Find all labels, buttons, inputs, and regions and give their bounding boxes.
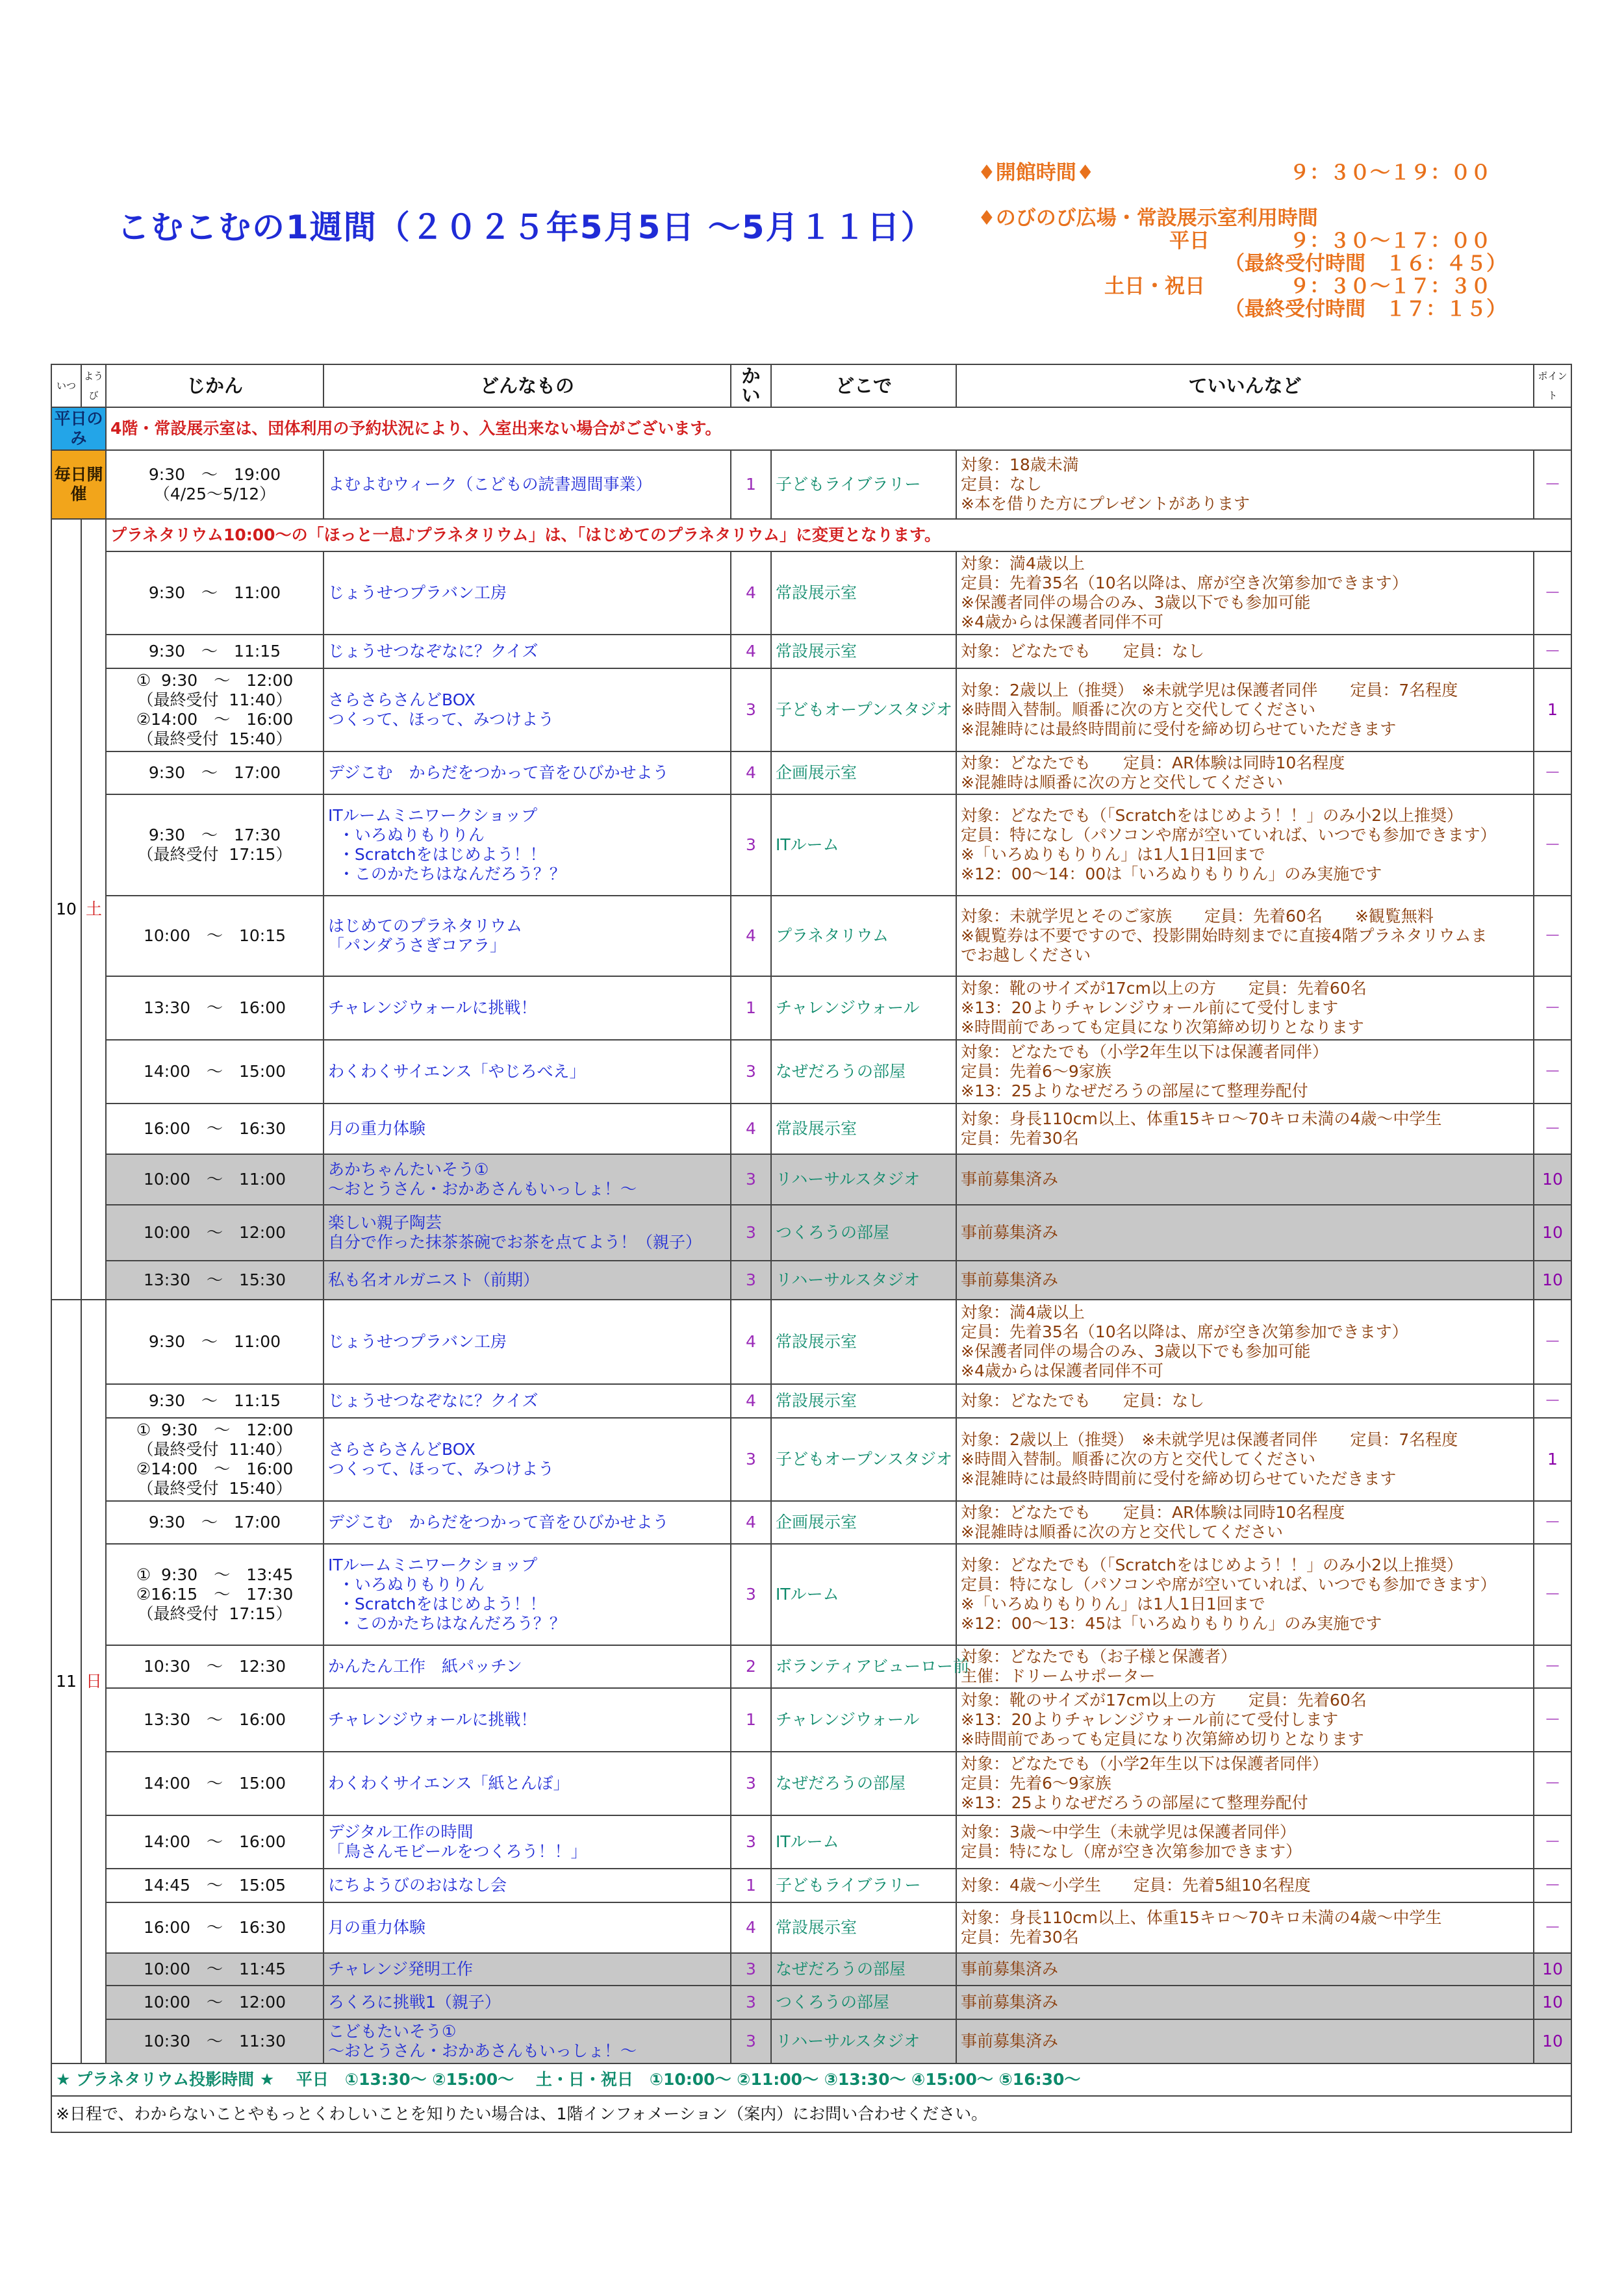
- event-location: ITルーム: [771, 1544, 956, 1645]
- event-title: デジこむ からだをつかって音をひびかせよう: [324, 751, 731, 794]
- event-row: [51, 1544, 1571, 1645]
- event-floor: 4: [731, 751, 771, 794]
- event-point: －: [1534, 551, 1571, 635]
- event-note: 対象：身長110cm以上、体重15キロ～70キロ未満の4歳～中学生 定員：先着30名: [956, 1902, 1534, 1953]
- event-point: 10: [1534, 1154, 1571, 1205]
- event-time: 9:30 ～ 17:30 （最終受付 17:15）: [106, 794, 324, 896]
- event-row: [51, 896, 1571, 976]
- event-note: 対象：どなたでも 定員：なし: [956, 635, 1534, 668]
- event-point: 1: [1534, 668, 1571, 751]
- holiday-hours: ９：３０～１７：３０: [1289, 275, 1491, 298]
- event-row: [51, 1752, 1571, 1815]
- event-row: [51, 635, 1571, 668]
- event-note: 対象：どなたでも（小学2年生以下は保護者同伴） 定員：先着6～9家族 ※13：25よりなぜだろうの部屋にて整理券配付: [956, 1040, 1534, 1104]
- event-row: [51, 1154, 1571, 1205]
- event-title: さらさらさんどBOX つくって、ほって、みつけよう: [324, 1418, 731, 1501]
- event-title: じょうせつなぞなに？クイズ: [324, 1384, 731, 1418]
- event-row: [51, 551, 1571, 635]
- event-note: 対象：どなたでも（「Scratchをはじめよう！！」のみ小2以上推奨） 定員：特になし（パソコンや席が空いていれば、いつでも参加できます） ※「いろぬりもりりん」は1人1日1回まで ※12：00～13：45は「いろぬりもりりん」のみ実施です: [956, 1544, 1534, 1645]
- event-location: 常設展示室: [771, 1902, 956, 1953]
- day-of-week: 日: [81, 1300, 106, 2063]
- event-title: あかちゃんたいそう① ～おとうさん・おかあさんもいっしょ！～: [324, 1154, 731, 1205]
- event-title: チャレンジウォールに挑戦！: [324, 1688, 731, 1752]
- event-point: －: [1534, 1300, 1571, 1384]
- event-floor: 4: [731, 1501, 771, 1544]
- event-floor: 4: [731, 1384, 771, 1418]
- header-donna: どんなもの: [324, 364, 731, 407]
- event-location: 常設展示室: [771, 1300, 956, 1384]
- event-title: ITルームミニワークショップ ・いろぬりもりりん ・Scratchをはじめよう！！ ・このかたちはなんだろう？？: [324, 794, 731, 896]
- event-title: チャレンジウォールに挑戦！: [324, 976, 731, 1040]
- event-time: 16:00 ～ 16:30: [106, 1902, 324, 1953]
- event-point: 10: [1534, 1261, 1571, 1300]
- event-note: 対象：靴のサイズが17cm以上の方 定員：先着60名 ※13：20よりチャレンジウォール前にて受付します ※時間前であっても定員になり次第締め切りとなります: [956, 1688, 1534, 1752]
- event-location: なぜだろうの部屋: [771, 1752, 956, 1815]
- event-location: プラネタリウム: [771, 896, 956, 976]
- event-title: デジタル工作の時間 「鳥さんモビールをつくろう！！」: [324, 1815, 731, 1869]
- event-location: つくろうの部屋: [771, 1986, 956, 2019]
- event-location: 子どもオープンスタジオ: [771, 668, 956, 751]
- event-row: [51, 668, 1571, 751]
- event-note: 対象：どなたでも（お子様と保護者） 主催：ドリームサポーター: [956, 1645, 1534, 1688]
- event-floor: 4: [731, 1104, 771, 1154]
- event-point: －: [1534, 1104, 1571, 1154]
- event-note: 対象：どなたでも（「Scratchをはじめよう！！」のみ小2以上推奨） 定員：特になし（パソコンや席が空いていれば、いつでも参加できます） ※「いろぬりもりりん」は1人1日1回まで ※12：00～14：00は「いろぬりもりりん」のみ実施です: [956, 794, 1534, 896]
- weekday-last-entry: （最終受付時間 １６：４５）: [1224, 252, 1506, 275]
- event-location: なぜだろうの部屋: [771, 1953, 956, 1986]
- event-note: 対象：満4歳以上 定員：先着35名（10名以降は、席が空き次第参加できます） ※保護者同伴の場合のみ、3歳以下でも参加可能 ※4歳からは保護者同伴不可: [956, 1300, 1534, 1384]
- event-floor: 3: [731, 2019, 771, 2063]
- event-point: －: [1534, 976, 1571, 1040]
- event-title: ろくろに挑戦1（親子）: [324, 1986, 731, 2019]
- event-location: 企画展示室: [771, 751, 956, 794]
- weekday-hours: ９：３０～１７：００: [1289, 229, 1491, 253]
- event-floor: 2: [731, 1645, 771, 1688]
- event-point: －: [1534, 1384, 1571, 1418]
- event-time: 10:00 ～ 12:00: [106, 1205, 324, 1261]
- event-floor: 1: [731, 1688, 771, 1752]
- event-time: 9:30 ～ 11:00: [106, 1300, 324, 1384]
- event-row: [51, 1869, 1571, 1902]
- event-time: 10:00 ～ 11:00: [106, 1154, 324, 1205]
- event-time: 10:00 ～ 10:15: [106, 896, 324, 976]
- weekday-notice: 4階・常設展示室は、団体利用の予約状況により、入室出来ない場合がございます。: [106, 407, 1571, 450]
- event-location: 常設展示室: [771, 1104, 956, 1154]
- event-point: －: [1534, 794, 1571, 896]
- event-time: 9:30 ～ 11:15: [106, 1384, 324, 1418]
- event-location: 子どもライブラリー: [771, 1869, 956, 1902]
- event-row: [51, 1902, 1571, 1953]
- header-jikan: じかん: [106, 364, 324, 407]
- event-point: －: [1534, 751, 1571, 794]
- event-time: 10:00 ～ 11:45: [106, 1953, 324, 1986]
- event-location: 常設展示室: [771, 551, 956, 635]
- event-row: [51, 794, 1571, 896]
- event-row: [51, 976, 1571, 1040]
- event-note: 事前募集済み: [956, 2019, 1534, 2063]
- event-time: 14:00 ～ 15:00: [106, 1040, 324, 1104]
- event-time: 10:30 ～ 12:30: [106, 1645, 324, 1688]
- event-note: 対象：身長110cm以上、体重15キロ～70キロ未満の4歳～中学生 定員：先着30名: [956, 1104, 1534, 1154]
- event-title: こどもたいそう① ～おとうさん・おかあさんもいっしょ！～: [324, 2019, 731, 2063]
- planetarium-row: [51, 2063, 1571, 2096]
- event-title: じょうせつプラバン工房: [324, 551, 731, 635]
- event-point: －: [1534, 896, 1571, 976]
- event-row: [51, 1815, 1571, 1869]
- event-time: 9:30 ～ 17:00: [106, 751, 324, 794]
- event-floor: 3: [731, 1986, 771, 2019]
- event-floor: 3: [731, 668, 771, 751]
- event-time: 13:30 ～ 16:00: [106, 976, 324, 1040]
- daily-event-note: 対象：18歳未満 定員：なし ※本を借りた方にプレゼントがあります: [956, 450, 1534, 519]
- event-title: かんたん工作 紙パッチン: [324, 1645, 731, 1688]
- event-note: 事前募集済み: [956, 1261, 1534, 1300]
- event-row: [51, 1205, 1571, 1261]
- event-note: 対象：4歳～小学生 定員：先着5組10名程度: [956, 1869, 1534, 1902]
- event-location: ITルーム: [771, 794, 956, 896]
- event-time: 13:30 ～ 15:30: [106, 1261, 324, 1300]
- event-point: －: [1534, 1501, 1571, 1544]
- holiday-label: 土日・祝日: [1104, 275, 1205, 298]
- event-point: －: [1534, 1902, 1571, 1953]
- page-title: こむこむの1週間（２０２５年5月5日 ～5月１１日）: [117, 208, 935, 246]
- event-floor: 4: [731, 896, 771, 976]
- event-note: 事前募集済み: [956, 1205, 1534, 1261]
- event-title: さらさらさんどBOX つくって、ほって、みつけよう: [324, 668, 731, 751]
- event-location: ITルーム: [771, 1815, 956, 1869]
- event-note: 対象：どなたでも（小学2年生以下は保護者同伴） 定員：先着6～9家族 ※13：25よりなぜだろうの部屋にて整理券配付: [956, 1752, 1534, 1815]
- weekday-notice-row: [51, 407, 1571, 450]
- event-time: ① 9:30 ～ 12:00 （最終受付 11:40） ②14:00 ～ 16:00 （最終受付 15:40）: [106, 668, 324, 751]
- planetarium-notice-row: [51, 519, 1571, 551]
- day-number: 10: [51, 519, 81, 1300]
- event-title: わくわくサイエンス「やじろべえ」: [324, 1040, 731, 1104]
- event-floor: 3: [731, 1752, 771, 1815]
- event-time: 16:00 ～ 16:30: [106, 1104, 324, 1154]
- event-floor: 3: [731, 1544, 771, 1645]
- event-row: [51, 1384, 1571, 1418]
- event-time: ① 9:30 ～ 13:45 ②16:15 ～ 17:30 （最終受付 17:15）: [106, 1544, 324, 1645]
- event-row: [51, 2019, 1571, 2063]
- planetarium-times: ★ プラネタリウム投影時間 ★ 平日 ①13:30～ ②15:00～ 土・日・祝日 ①10:00～ ②11:00～ ③13:30～ ④15:00～ ⑤16:30～: [51, 2063, 1571, 2096]
- event-title: わくわくサイエンス「紙とんぼ」: [324, 1752, 731, 1815]
- planetarium-notice: プラネタリウム10:00～の「ほっと一息♪プラネタリウム」は、「はじめてのプラネタリウム」に変更となります。: [106, 519, 1571, 551]
- event-row: [51, 1040, 1571, 1104]
- header-youbi: ようび: [81, 364, 106, 407]
- footer-note: ※日程で、わからないことやもっとくわしいことを知りたい場合は、1階インフォメーション（案内）にお問い合わせください。: [51, 2096, 1571, 2132]
- event-note: 対象：どなたでも 定員：AR体験は同時10名程度 ※混雑時は順番に次の方と交代してください: [956, 751, 1534, 794]
- schedule-table: [51, 364, 1572, 2133]
- event-time: 10:00 ～ 12:00: [106, 1986, 324, 2019]
- plaza-hours-label: ♦のびのび広場・常設展示室利用時間: [978, 207, 1318, 230]
- event-location: 常設展示室: [771, 1384, 956, 1418]
- event-title: チャレンジ発明工作: [324, 1953, 731, 1986]
- event-row: [51, 1953, 1571, 1986]
- daily-badge: 毎日開催: [51, 450, 106, 519]
- event-title: 月の重力体験: [324, 1902, 731, 1953]
- event-location: 常設展示室: [771, 635, 956, 668]
- event-title: にちようびのおはなし会: [324, 1869, 731, 1902]
- event-location: チャレンジウォール: [771, 976, 956, 1040]
- event-row: [51, 1688, 1571, 1752]
- event-note: 事前募集済み: [956, 1953, 1534, 1986]
- event-point: －: [1534, 1544, 1571, 1645]
- event-location: 子どもオープンスタジオ: [771, 1418, 956, 1501]
- event-point: 10: [1534, 2019, 1571, 2063]
- event-title: はじめてのプラネタリウム 「パンダうさぎコアラ」: [324, 896, 731, 976]
- event-point: －: [1534, 1815, 1571, 1869]
- event-floor: 4: [731, 551, 771, 635]
- event-row: [51, 1104, 1571, 1154]
- event-point: －: [1534, 1040, 1571, 1104]
- event-time: 13:30 ～ 16:00: [106, 1688, 324, 1752]
- event-point: 10: [1534, 1986, 1571, 2019]
- weekday-only-badge: 平日のみ: [51, 407, 106, 450]
- event-note: 対象：満4歳以上 定員：先着35名（10名以降は、席が空き次第参加できます） ※保護者同伴の場合のみ、3歳以下でも参加可能 ※4歳からは保護者同伴不可: [956, 551, 1534, 635]
- event-note: 事前募集済み: [956, 1154, 1534, 1205]
- open-hours-label: ♦開館時間♦: [978, 161, 1095, 184]
- event-location: ボランティアビューロー前: [771, 1645, 956, 1688]
- event-point: 10: [1534, 1953, 1571, 1986]
- event-floor: 1: [731, 1869, 771, 1902]
- event-location: チャレンジウォール: [771, 1688, 956, 1752]
- event-note: 対象：靴のサイズが17cm以上の方 定員：先着60名 ※13：20よりチャレンジウォール前にて受付します ※時間前であっても定員になり次第締め切りとなります: [956, 976, 1534, 1040]
- event-note: 対象：2歳以上（推奨） ※未就学児は保護者同伴 定員：7名程度 ※時間入替制。順番に次の方と交代してください ※混雑時には最終時間前に受付を締め切らせていただきます: [956, 1418, 1534, 1501]
- event-location: リハーサルスタジオ: [771, 1154, 956, 1205]
- event-floor: 3: [731, 1040, 771, 1104]
- event-row: [51, 1300, 1571, 1384]
- event-note: 事前募集済み: [956, 1986, 1534, 2019]
- event-location: リハーサルスタジオ: [771, 1261, 956, 1300]
- event-time: 10:30 ～ 11:30: [106, 2019, 324, 2063]
- event-row: [51, 1261, 1571, 1300]
- event-title: じょうせつなぞなに？クイズ: [324, 635, 731, 668]
- event-floor: 3: [731, 1205, 771, 1261]
- event-floor: 4: [731, 1300, 771, 1384]
- event-note: 対象：未就学児とそのご家族 定員：先着60名 ※観覧無料 ※観覧券は不要ですので、投影開始時刻までに直接4階プラネタリウムま でお越しください: [956, 896, 1534, 976]
- event-time: 14:45 ～ 15:05: [106, 1869, 324, 1902]
- event-floor: 4: [731, 635, 771, 668]
- header-row: [51, 364, 1571, 407]
- event-point: 10: [1534, 1205, 1571, 1261]
- event-title: デジこむ からだをつかって音をひびかせよう: [324, 1501, 731, 1544]
- day-number: 11: [51, 1300, 81, 2063]
- event-row: [51, 1645, 1571, 1688]
- header-kai: かい: [731, 364, 771, 407]
- event-title: ITルームミニワークショップ ・いろぬりもりりん ・Scratchをはじめよう！！ ・このかたちはなんだろう？？: [324, 1544, 731, 1645]
- daily-event-floor: 1: [731, 450, 771, 519]
- holiday-last-entry: （最終受付時間 １７：１５）: [1224, 297, 1506, 321]
- event-row: [51, 1501, 1571, 1544]
- event-point: －: [1534, 1688, 1571, 1752]
- event-note: 対象：2歳以上（推奨） ※未就学児は保護者同伴 定員：7名程度 ※時間入替制。順番に次の方と交代してください ※混雑時には最終時間前に受付を締め切らせていただきます: [956, 668, 1534, 751]
- event-note: 対象：3歳～中学生（未就学児は保護者同伴） 定員：特になし（席が空き次第参加できます）: [956, 1815, 1534, 1869]
- daily-event-point: －: [1534, 450, 1571, 519]
- event-note: 対象：どなたでも 定員：なし: [956, 1384, 1534, 1418]
- event-title: 私も名オルガニスト（前期）: [324, 1261, 731, 1300]
- daily-event-location: 子どもライブラリー: [771, 450, 956, 519]
- event-location: 企画展示室: [771, 1501, 956, 1544]
- event-time: 9:30 ～ 11:00: [106, 551, 324, 635]
- event-time: 9:30 ～ 11:15: [106, 635, 324, 668]
- event-row: [51, 1418, 1571, 1501]
- event-time: ① 9:30 ～ 12:00 （最終受付 11:40） ②14:00 ～ 16:00 （最終受付 15:40）: [106, 1418, 324, 1501]
- event-floor: 4: [731, 1902, 771, 1953]
- footer-row: [51, 2096, 1571, 2132]
- event-point: －: [1534, 635, 1571, 668]
- header-point: ポイント: [1534, 364, 1571, 407]
- day-of-week: 土: [81, 519, 106, 1300]
- event-floor: 1: [731, 976, 771, 1040]
- header-teiin: ていいんなど: [956, 364, 1534, 407]
- event-title: 月の重力体験: [324, 1104, 731, 1154]
- daily-event-title: よむよむウィーク（こどもの読書週間事業）: [324, 450, 731, 519]
- event-location: なぜだろうの部屋: [771, 1040, 956, 1104]
- header-itsu: いつ: [51, 364, 81, 407]
- event-point: 1: [1534, 1418, 1571, 1501]
- header-dokode: どこで: [771, 364, 956, 407]
- event-point: －: [1534, 1752, 1571, 1815]
- event-floor: 3: [731, 1418, 771, 1501]
- event-point: －: [1534, 1869, 1571, 1902]
- weekday-label: 平日: [1169, 229, 1210, 253]
- event-time: 9:30 ～ 17:00: [106, 1501, 324, 1544]
- event-floor: 3: [731, 1154, 771, 1205]
- event-floor: 3: [731, 1815, 771, 1869]
- daily-event-row: [51, 450, 1571, 519]
- event-row: [51, 751, 1571, 794]
- event-note: 対象：どなたでも 定員：AR体験は同時10名程度 ※混雑時は順番に次の方と交代してください: [956, 1501, 1534, 1544]
- open-hours-value: ９：３０～１９：００: [1289, 161, 1491, 184]
- event-time: 14:00 ～ 16:00: [106, 1815, 324, 1869]
- event-floor: 3: [731, 1953, 771, 1986]
- event-time: 14:00 ～ 15:00: [106, 1752, 324, 1815]
- event-title: 楽しい親子陶芸 自分で作った抹茶茶碗でお茶を点てよう！（親子）: [324, 1205, 731, 1261]
- event-location: リハーサルスタジオ: [771, 2019, 956, 2063]
- daily-event-time: 9:30 ～ 19:00 （4/25～5/12）: [106, 450, 324, 519]
- event-point: －: [1534, 1645, 1571, 1688]
- event-location: つくろうの部屋: [771, 1205, 956, 1261]
- event-floor: 3: [731, 794, 771, 896]
- event-title: じょうせつプラバン工房: [324, 1300, 731, 1384]
- event-floor: 3: [731, 1261, 771, 1300]
- event-row: [51, 1986, 1571, 2019]
